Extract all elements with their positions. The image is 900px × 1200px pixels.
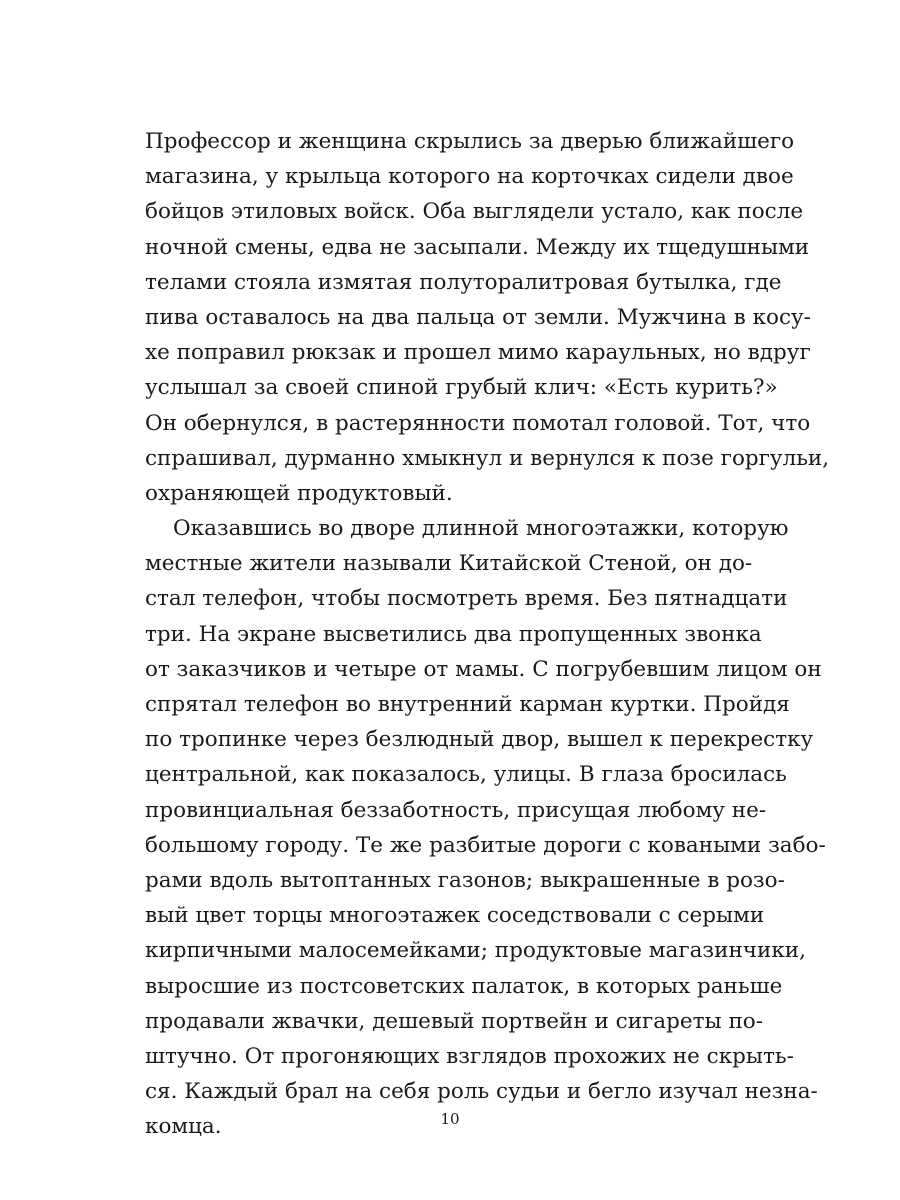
text-line: ся. Каждый брал на себя роль судьи и бегло изучал незна- bbox=[145, 1079, 818, 1105]
text-line: ночной смены, едва не засыпали. Между их тщедушными bbox=[145, 234, 810, 260]
text-line: охраняющей продуктовый. bbox=[145, 480, 453, 506]
text-line: рами вдоль вытоптанных газонов; выкрашенные в розо- bbox=[145, 867, 785, 893]
text-line: телами стояла измятая полуторалитровая бутылка, где bbox=[145, 269, 782, 295]
paragraph-2 bbox=[145, 511, 826, 1144]
text-line: услышал за своей спиной грубый клич: «Есть курить?» bbox=[145, 375, 778, 401]
paragraph-1 bbox=[145, 124, 830, 511]
text-line: местные жители называли Китайской Стеной, он до- bbox=[145, 551, 753, 577]
text-line: хе поправил рюкзак и прошел мимо караульных, но вдруг bbox=[145, 340, 811, 366]
text-line: три. На экране высветились два пропущенных звонка bbox=[145, 621, 762, 647]
text-line: по тропинке через безлюдный двор, вышел к перекрестку bbox=[145, 727, 814, 753]
text-line: штучно. От прогоняющих взглядов прохожих не скрыть- bbox=[145, 1043, 794, 1069]
text-line: Профессор и женщина скрылись за дверью ближайшего bbox=[145, 129, 795, 154]
text-line: выросшие из постсоветских палаток, в которых раньше bbox=[145, 973, 783, 999]
text-line: стал телефон, чтобы посмотреть время. Без пятнадцати bbox=[145, 586, 788, 612]
text-line: комца. bbox=[145, 1114, 222, 1140]
text-line: центральной, как показалось, улицы. В глаза бросилась bbox=[145, 762, 787, 788]
text-line: провинциальная беззаботность, присущая любому не- bbox=[145, 797, 767, 823]
body-text bbox=[145, 124, 830, 1144]
text-line: спрятал телефон во внутренний карман куртки. Пройдя bbox=[145, 692, 790, 717]
text-line: большому городу. Те же разбитые дороги с коваными забо- bbox=[145, 832, 826, 858]
text-line: спрашивал, дурманно хмыкнул и вернулся к позе горгульи, bbox=[145, 445, 830, 471]
text-line: от заказчиков и четыре от мамы. С погрубевшим лицом он bbox=[145, 656, 822, 682]
text-line: продавали жвачки, дешевый портвейн и сигареты по- bbox=[145, 1008, 763, 1034]
text-line: бойцов этиловых войск. Оба выглядели устало, как после bbox=[145, 199, 804, 225]
text-line: Оказавшись во дворе длинной многоэтажки, которую bbox=[173, 516, 789, 542]
text-line: пива оставалось на два пальца от земли. Мужчина в косу- bbox=[145, 304, 811, 330]
text-line: кирпичными малосемейками; продуктовые магазинчики, bbox=[145, 938, 806, 964]
text-line: Он обернулся, в растерянности помотал головой. Тот, что bbox=[145, 410, 811, 436]
text-line: магазина, у крыльца которого на корточках сидели двое bbox=[145, 164, 794, 190]
text-line: вый цвет торцы многоэтажек соседствовали с серыми bbox=[145, 903, 765, 929]
page-number: 10 bbox=[440, 1110, 460, 1128]
